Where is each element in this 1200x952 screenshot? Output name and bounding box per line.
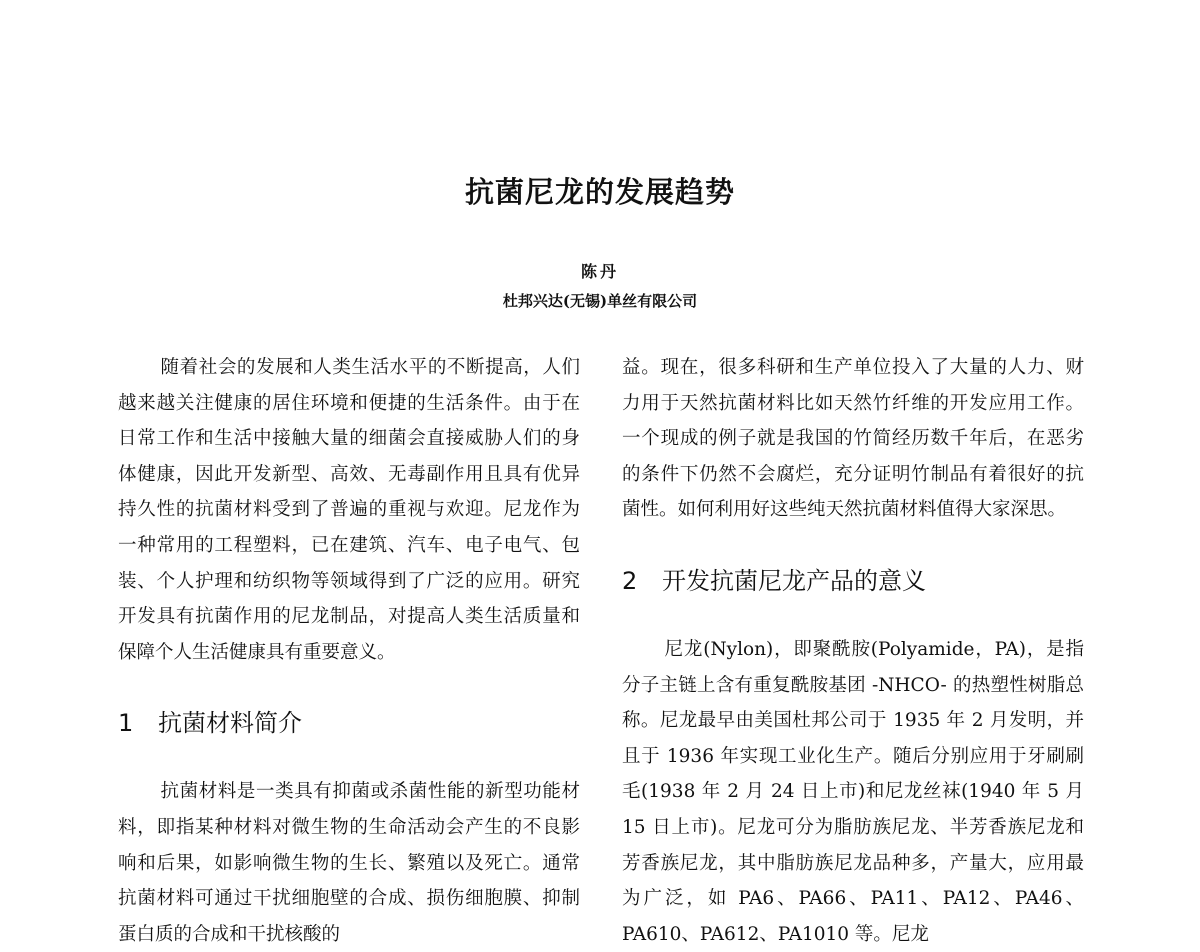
section-1-paragraph: 抗菌材料是一类具有抑菌或杀菌性能的新型功能材料，即指某种材料对微生物的生命活动会产生的不良影响和后果，如影响微生物的生长、繁殖以及死亡。通常抗菌材料可通过干扰细胞壁的合成、损伤细胞膜、抑制蛋白质的合成和干扰核酸的 xyxy=(118,781,580,945)
author-affiliation: 杜邦兴达(无锡)单丝有限公司 xyxy=(502,292,698,310)
section-2-number: 2 xyxy=(622,566,638,595)
section-1-heading xyxy=(118,698,580,748)
section-1-title: 抗菌材料简介 xyxy=(158,709,302,738)
article-author: 陈丹 xyxy=(580,262,619,281)
section-2-title: 开发抗菌尼龙产品的意义 xyxy=(662,566,926,595)
left-column xyxy=(118,350,580,952)
section-1-number: 1 xyxy=(118,709,134,738)
section-2-heading xyxy=(622,556,1084,606)
section-2-paragraph: 尼龙(Nylon)，即聚酰胺(Polyamide，PA)，是指分子主链上含有重复酰胺基团 -NHCO- 的热塑性树脂总称。尼龙最早由美国杜邦公司于 1935 年 2 月发明，并且于 1936 年实现工业化生产。随后分别应用于牙刷刷毛(1938 年 2 月 24 日上市)和尼龙丝袜(1940 年 5 月 15 日上市)。尼龙可分为脂肪族尼龙、半芳香族尼龙和芳香族尼龙，其中脂肪族尼龙品种多，产量大，应用最为广泛，如 PA6、PA66、PA11、PA12、PA46、PA610、PA612、PA1010 等。尼龙 xyxy=(622,638,1084,945)
article-title: 抗菌尼龙的发展趋势 xyxy=(464,175,735,209)
right-column xyxy=(622,350,1084,952)
continuation-paragraph: 益。现在，很多科研和生产单位投入了大量的人力、财力用于天然抗菌材料比如天然竹纤维的开发应用工作。一个现成的例子就是我国的竹简经历数千年后，在恶劣的条件下仍然不会腐烂，充分证明竹制品有着很好的抗菌性。如何利用好这些纯天然抗菌材料值得大家深思。 xyxy=(622,357,1084,521)
intro-paragraph: 随着社会的发展和人类生活水平的不断提高，人们越来越关注健康的居住环境和便捷的生活条件。由于在日常工作和生活中接触大量的细菌会直接威胁人们的身体健康，因此开发新型、高效、无毒副作用且具有优异持久性的抗菌材料受到了普遍的重视与欢迎。尼龙作为一种常用的工程塑料，已在建筑、汽车、电子电气、包装、个人护理和纺织物等领域得到了广泛的应用。研究开发具有抗菌作用的尼龙制品，对提高人类生活质量和保障个人生活健康具有重要意义。 xyxy=(118,357,580,663)
